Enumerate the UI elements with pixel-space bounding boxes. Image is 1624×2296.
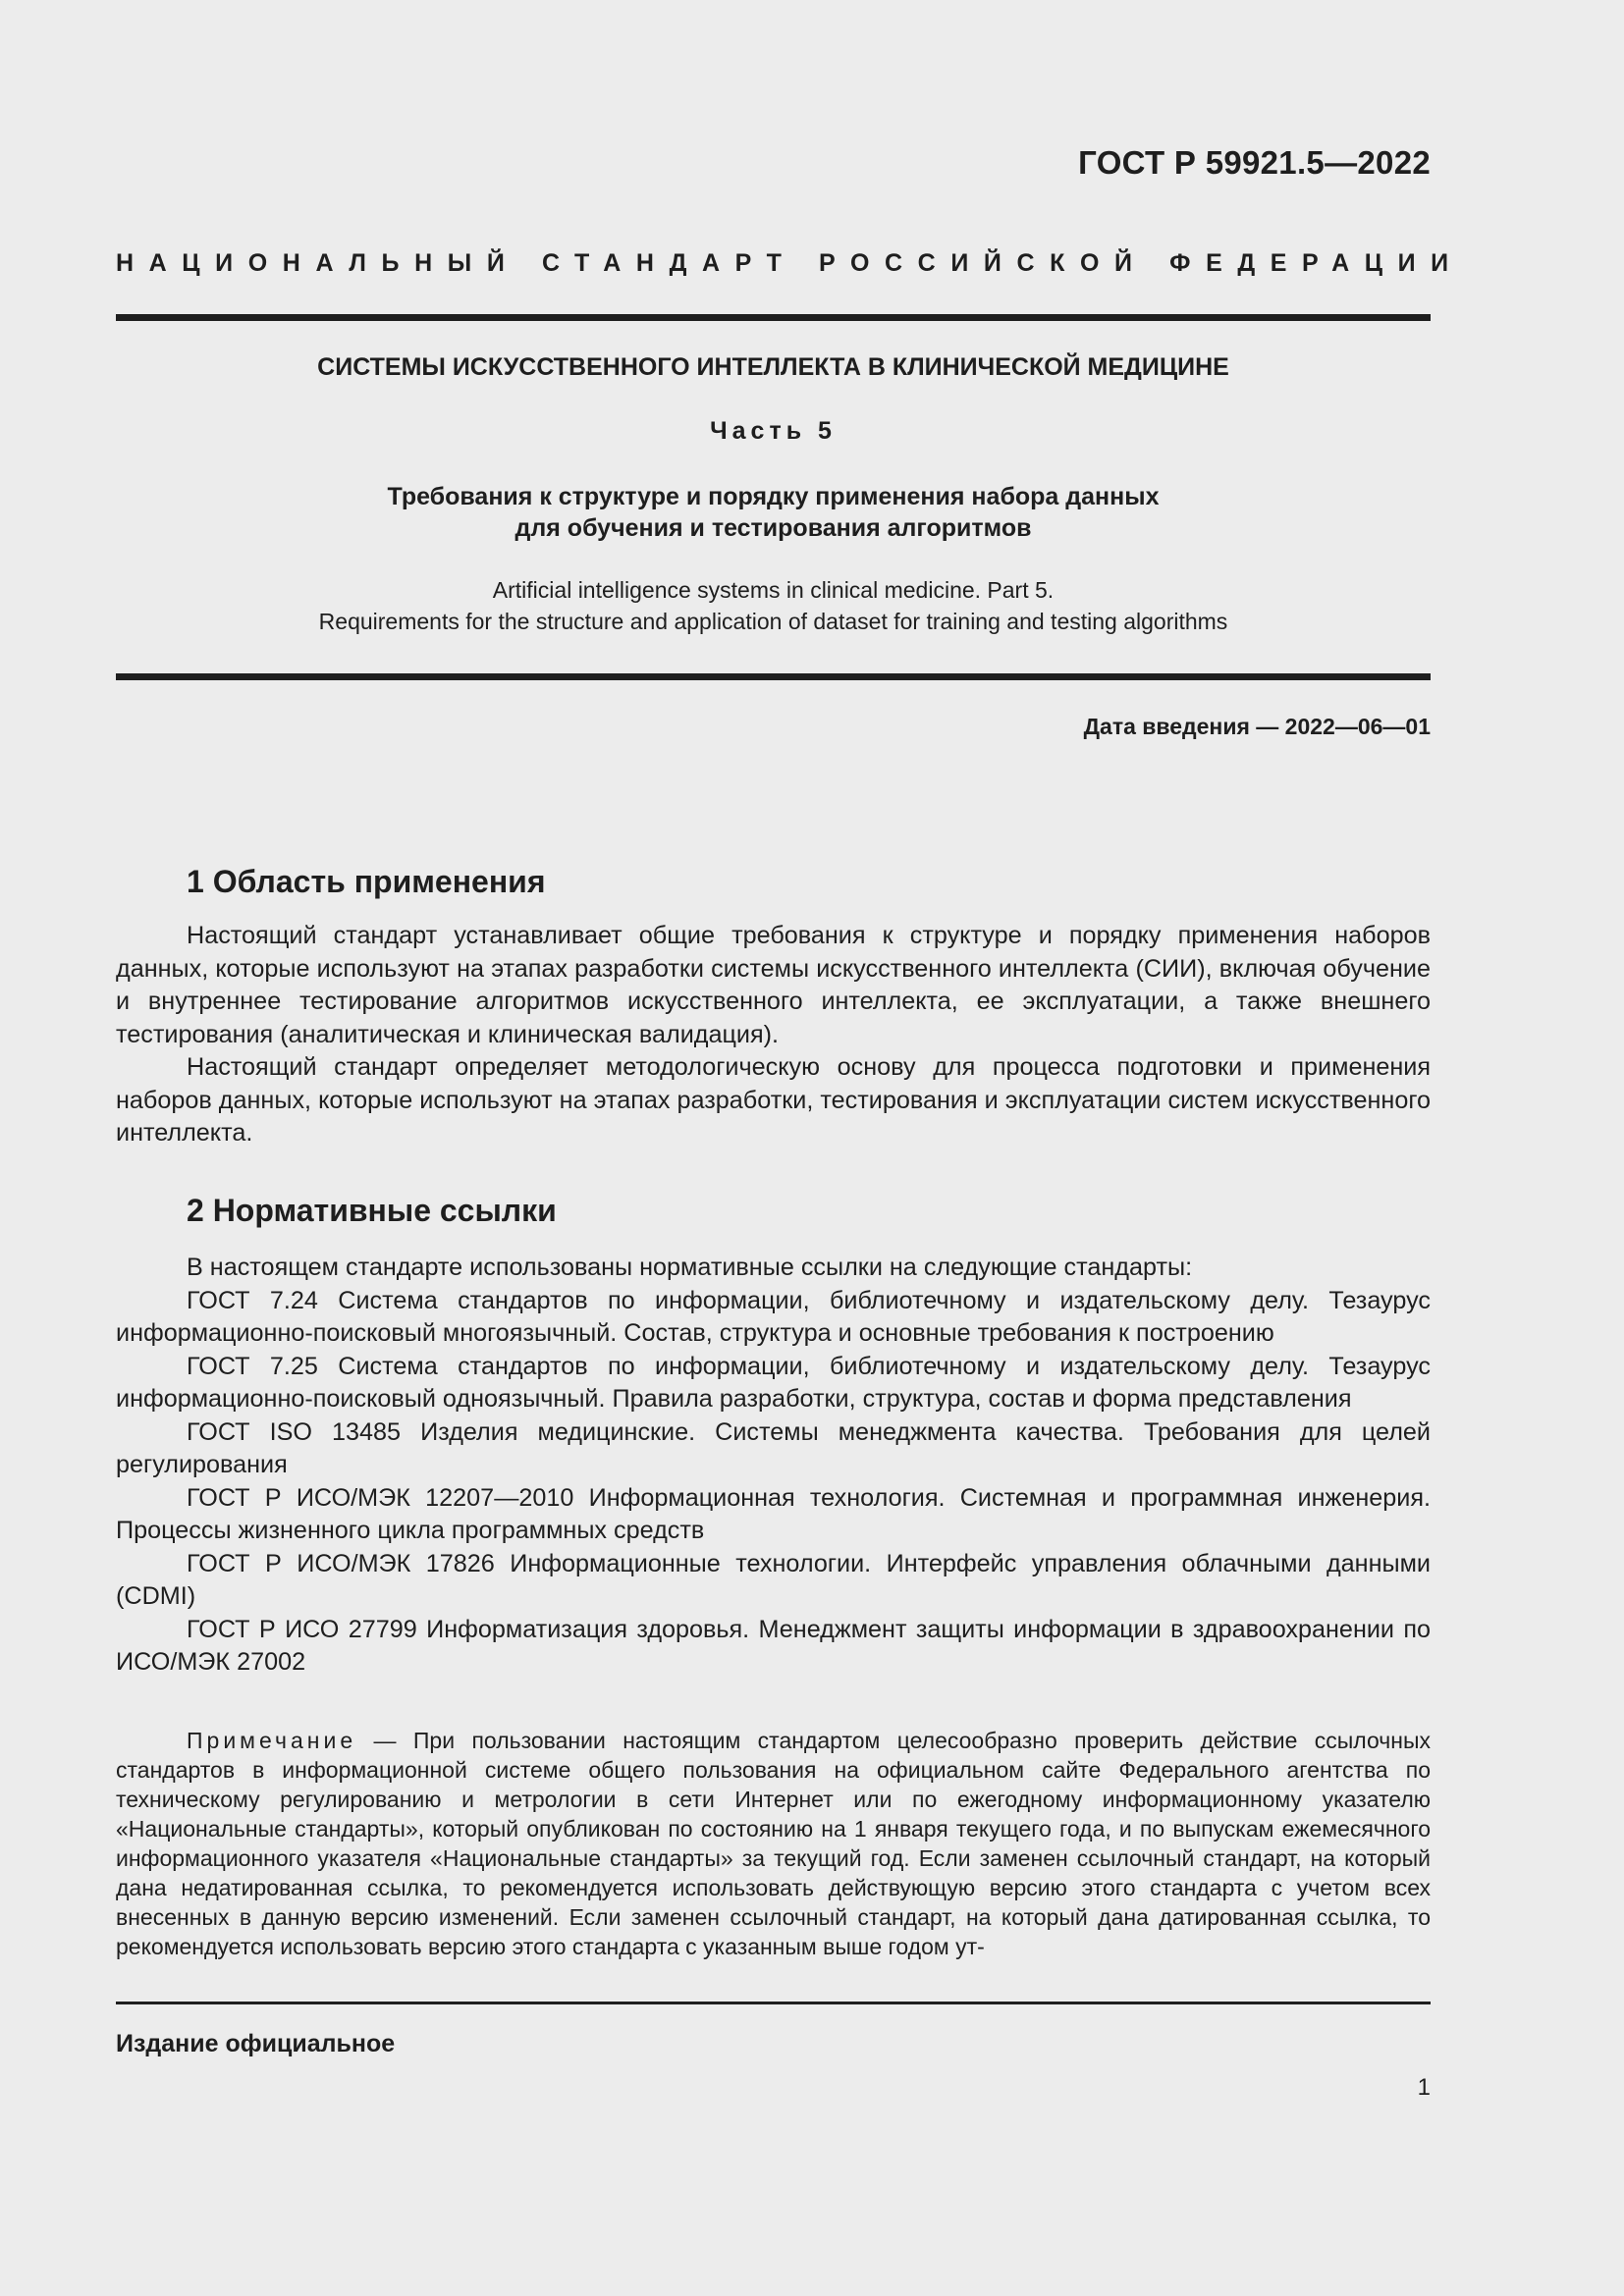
- note-paragraph: [116, 1726, 1431, 1961]
- note-block: [116, 1726, 1431, 1961]
- document-page: [116, 0, 1464, 2296]
- footer-rule: [116, 2002, 1431, 2004]
- document-part: Часть 5: [710, 417, 837, 445]
- reference-item: ГОСТ Р ИСО 27799 Информатизация здоровья. Менеджмент защиты информации в здравоохранении по ИСО/МЭК 27002: [116, 1615, 1431, 1676]
- section-2-body: [116, 1252, 1431, 1680]
- reference-item: ГОСТ 7.24 Система стандартов по информации, библиотечному и издательскому делу. Тезаурус информационно-поисковый многоязычный. Состав, структура и основные требования к построению: [116, 1286, 1431, 1347]
- header-rule-bottom: [116, 673, 1431, 680]
- national-standard-header: НАЦИОНАЛЬНЫЙ СТАНДАРТ РОССИЙСКОЙ ФЕДЕРАЦИИ: [116, 249, 1464, 277]
- document-number: ГОСТ Р 59921.5—2022: [1078, 144, 1431, 181]
- paragraph: Настоящий стандарт устанавливает общие требования к структуре и порядку применения наборов данных, которые используют на этапах разработки системы искусственного интеллекта (СИИ), включая обучение и внутреннее тестирование алгоритмов искусственного интеллекта, ее эксплуатации, а также внешнего тестирования (аналитическая и клиническая валидация).: [116, 922, 1431, 1048]
- subtitle-line-2: для обучения и тестирования алгоритмов: [514, 514, 1032, 542]
- english-title-line-2: Requirements for the structure and application of dataset for training and testing algorithms: [318, 609, 1228, 634]
- document-subtitle: [116, 481, 1431, 544]
- official-edition-label: Издание официальное: [116, 2030, 396, 2057]
- section-1-heading: 1 Область применения: [187, 864, 546, 899]
- reference-item: ГОСТ Р ИСО/МЭК 17826 Информационные технологии. Интерфейс управления облачными данными (CDMI): [116, 1549, 1431, 1610]
- paragraph: Настоящий стандарт определяет методологическую основу для процесса подготовки и применения наборов данных, которые используют на этапах разработки, тестирования и эксплуатации систем искусственного интеллекта.: [116, 1053, 1431, 1147]
- header-rule-top: [116, 314, 1431, 321]
- english-title: [116, 574, 1431, 637]
- note-label: Примечание: [187, 1728, 357, 1753]
- reference-item: ГОСТ 7.25 Система стандартов по информации, библиотечному и издательскому делу. Тезаурус информационно-поисковый одноязычный. Правила разработки, структура, состав и форма представления: [116, 1352, 1431, 1413]
- reference-item: ГОСТ ISO 13485 Изделия медицинские. Системы менеджмента качества. Требования для целей регулирования: [116, 1417, 1431, 1478]
- note-text: — При пользовании настоящим стандартом целесообразно проверить действие ссылочных стандартов в информационной системе общего пользования на официальном сайте Федерального агентства по техническому регулированию и метрологии в сети Интернет или по ежегодному информационному указателю «Национальные стандарты», который опубликован по состоянию на 1 января текущего года, и по выпускам ежемесячного информационного указателя «Национальные стандарты» за текущий год. Если заменен ссылочный стандарт, на который дана недатированная ссылка, то рекомендуется использовать действующую версию этого стандарта с учетом всех внесенных в данную версию изменений. Если заменен ссылочный стандарт, на который дана датированная ссылка, то рекомендуется использовать версию этого стандарта с указанным выше годом ут-: [116, 1728, 1431, 1959]
- section-2-heading: 2 Нормативные ссылки: [187, 1193, 557, 1228]
- reference-item: ГОСТ Р ИСО/МЭК 12207—2010 Информационная технология. Системная и программная инженерия. Процессы жизненного цикла программных средств: [116, 1483, 1431, 1544]
- document-title: СИСТЕМЫ ИСКУССТВЕННОГО ИНТЕЛЛЕКТА В КЛИНИЧЕСКОЙ МЕДИЦИНЕ: [317, 353, 1229, 381]
- subtitle-line-1: Требования к структуре и порядку применения набора данных: [387, 483, 1160, 510]
- introduction-date: Дата введения — 2022—06—01: [1083, 714, 1431, 739]
- english-title-line-1: Artificial intelligence systems in clinical medicine. Part 5.: [492, 577, 1055, 603]
- section-2-intro: В настоящем стандарте использованы нормативные ссылки на следующие стандарты:: [187, 1254, 1193, 1281]
- section-1-body: [116, 920, 1431, 1150]
- page-number: 1: [1417, 2074, 1431, 2101]
